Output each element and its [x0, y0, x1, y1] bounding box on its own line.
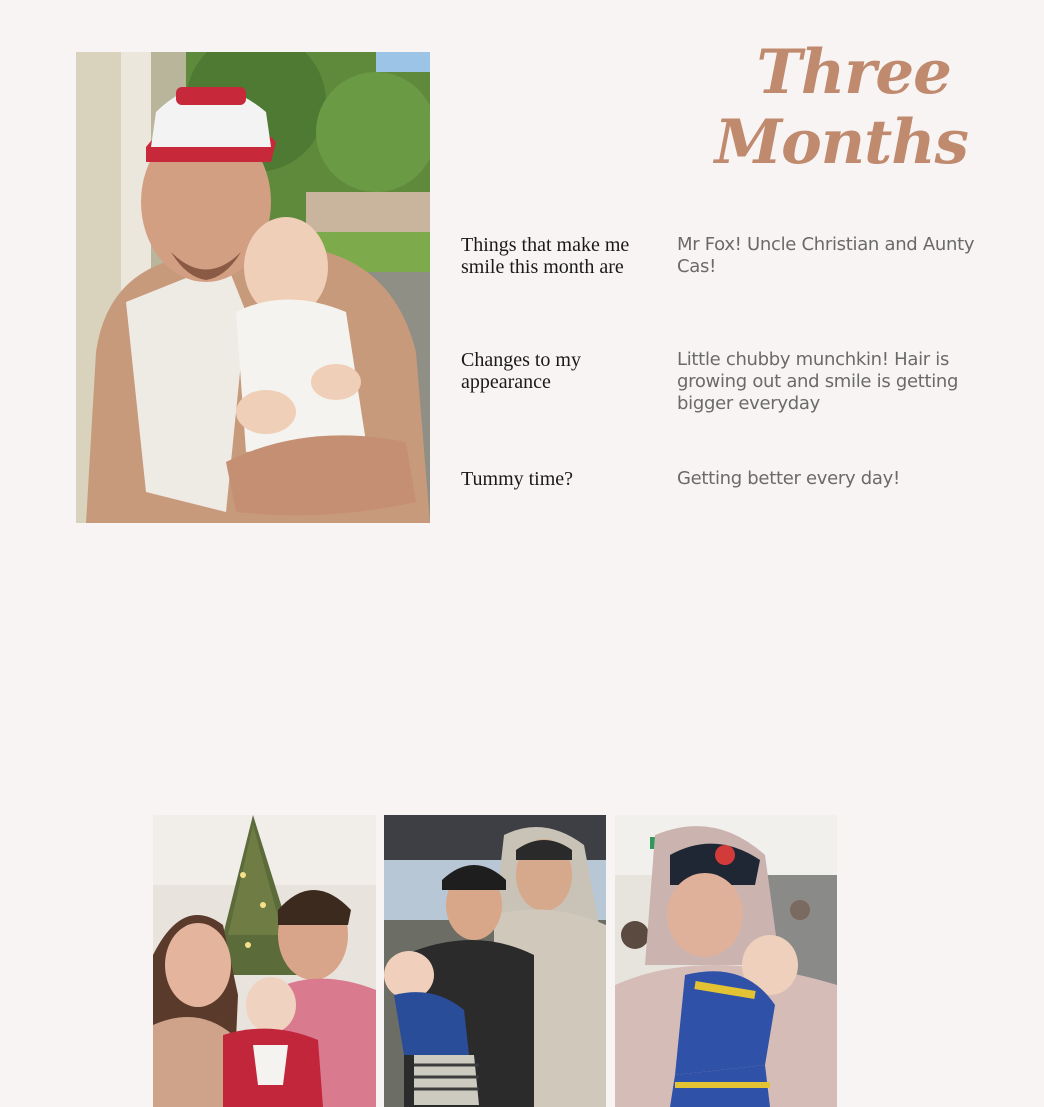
question-label: Tummy time?	[461, 468, 574, 490]
title-line-1: Three	[756, 37, 951, 108]
question-label: Changes to my appearance	[461, 349, 581, 393]
photo-man-hugging-baby	[615, 815, 837, 1107]
photo-christmas-family	[153, 815, 376, 1107]
answer-text: Little chubby munchkin! Hair is growing out and smile is getting bigger everyday	[677, 349, 959, 414]
answer-text: Mr Fox! Uncle Christian and Aunty Cas!	[677, 234, 975, 277]
answer-text: Getting better every day!	[677, 468, 900, 489]
question-label: Things that make me smile this month are	[461, 234, 630, 278]
photo-two-men-with-baby	[384, 815, 606, 1107]
title-line-2: Months	[714, 107, 968, 178]
page-title	[648, 38, 968, 178]
main-photo	[76, 52, 430, 523]
